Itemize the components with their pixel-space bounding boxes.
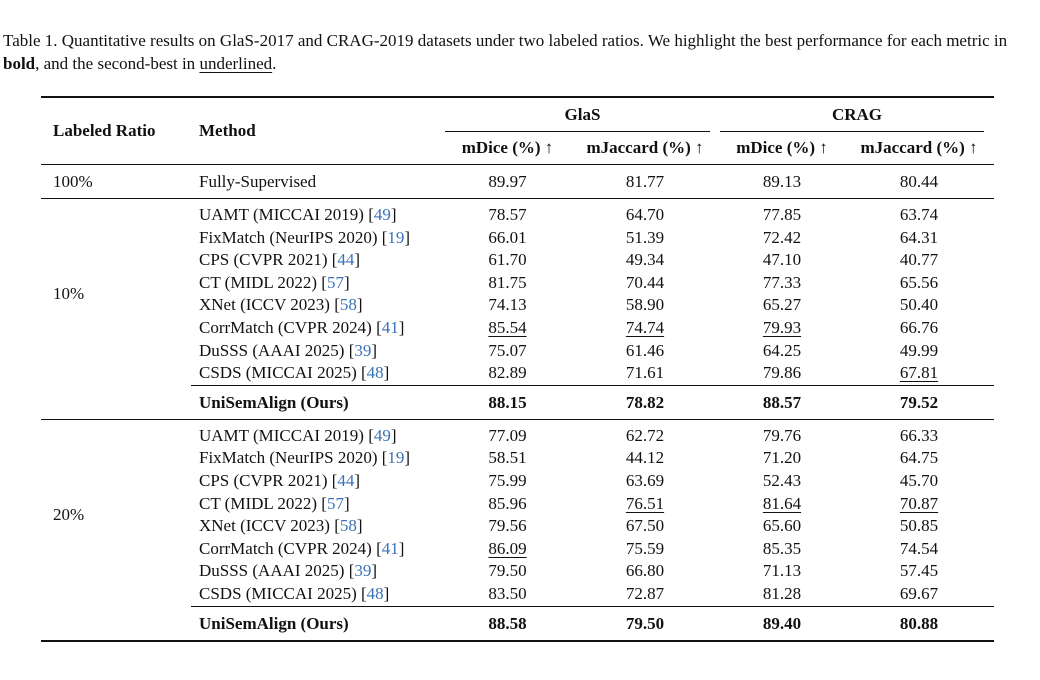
- value-text: 79.50: [488, 561, 527, 581]
- value-cell: [720, 419, 844, 447]
- value-text: 66.80: [625, 561, 665, 581]
- value-cell: [844, 419, 994, 447]
- value-cell: [570, 447, 720, 470]
- value-cell: [445, 447, 570, 470]
- best-value: 88.57: [720, 385, 844, 419]
- value-cell: [844, 340, 994, 363]
- method-cell: [191, 362, 445, 385]
- method-name: CPS (CVPR 2021) [: [199, 250, 338, 270]
- value-cell: [445, 340, 570, 363]
- header-group-glas-label: GlaS: [564, 105, 601, 124]
- second-best-value: 76.51: [625, 493, 665, 513]
- value-text: 63.69: [625, 470, 665, 490]
- citation-link[interactable]: 57: [326, 272, 344, 292]
- value-text: 50.85: [899, 516, 939, 536]
- value-text: 85.96: [488, 493, 527, 513]
- value-text: 47.10: [762, 250, 802, 270]
- value-cell: [720, 583, 844, 606]
- results-table-container: [41, 96, 994, 642]
- value-cell: [445, 272, 570, 295]
- value-text: 72.87: [625, 583, 665, 603]
- value-cell: [570, 583, 720, 606]
- second-best-value: 67.81: [899, 363, 939, 383]
- second-best-value: 74.74: [625, 317, 665, 337]
- method-cell: [191, 249, 445, 272]
- value-text: 77.09: [488, 425, 527, 445]
- value-cell: [570, 538, 720, 561]
- value-text: 81.75: [488, 272, 527, 292]
- value-cell: [720, 249, 844, 272]
- value-cell: [844, 470, 994, 493]
- value-text: 51.39: [625, 227, 665, 247]
- value-text: 62.72: [625, 425, 665, 445]
- value-cell: [844, 362, 994, 385]
- value-text: 66.01: [488, 227, 527, 247]
- value-text: 65.60: [762, 516, 802, 536]
- value-text: 65.27: [762, 295, 802, 315]
- second-best-value: 70.87: [899, 493, 939, 513]
- citation-link[interactable]: 58: [339, 295, 357, 315]
- citation-bracket: ]: [356, 295, 363, 315]
- value-cell: [720, 199, 844, 227]
- value-cell: [445, 294, 570, 317]
- citation-bracket: ]: [354, 470, 361, 490]
- value-cell: [844, 515, 994, 538]
- value-text: 58.90: [625, 295, 665, 315]
- best-value: 79.52: [844, 385, 994, 419]
- method-name: CT (MIDL 2022) [: [199, 272, 327, 292]
- value-cell: [445, 199, 570, 227]
- value-cell: [844, 493, 994, 516]
- value-text: 63.74: [899, 205, 939, 224]
- value-cell: [844, 294, 994, 317]
- method-name: CorrMatch (CVPR 2024) [: [199, 317, 382, 337]
- value-cell: [844, 272, 994, 295]
- value-cell: [720, 272, 844, 295]
- method-name: CSDS (MICCAI 2025) [: [199, 363, 367, 383]
- value-cell: [445, 470, 570, 493]
- value-text: 65.56: [899, 272, 939, 292]
- best-value: 79.50: [570, 606, 720, 641]
- table-caption: [3, 29, 1039, 75]
- method-name: XNet (ICCV 2023) [: [199, 295, 340, 315]
- value-text: 78.57: [488, 205, 527, 224]
- second-best-value: 86.09: [488, 538, 527, 558]
- value-text: 61.46: [625, 340, 665, 360]
- value-cell: [570, 317, 720, 340]
- second-best-value: 81.64: [762, 493, 802, 513]
- value-cell: 80.44: [844, 165, 994, 199]
- citation-link[interactable]: 44: [337, 470, 355, 490]
- value-cell: [570, 249, 720, 272]
- caption-text-1: Table 1. Quantitative results on GlaS-2017 and CRAG-2019 datasets under two labeled ratios. We highlight the best performance for each metric in: [3, 31, 1008, 50]
- value-text: 72.42: [762, 227, 802, 247]
- value-text: 66.33: [899, 425, 939, 445]
- table-row: [41, 419, 994, 447]
- value-cell: [570, 294, 720, 317]
- value-cell: [844, 199, 994, 227]
- value-cell: [720, 560, 844, 583]
- value-text: 70.44: [625, 272, 665, 292]
- value-text: 77.33: [762, 272, 802, 292]
- method-name: DuSSS (AAAI 2025) [: [199, 340, 355, 360]
- value-text: 79.86: [762, 363, 802, 383]
- value-text: 64.31: [899, 227, 939, 247]
- value-cell: [445, 249, 570, 272]
- value-text: 45.70: [899, 470, 939, 490]
- header-metric: mJaccard (%) ↑: [586, 138, 704, 157]
- value-text: 79.76: [762, 425, 802, 445]
- citation-link[interactable]: 19: [387, 448, 405, 468]
- method-cell: [191, 447, 445, 470]
- citation-bracket: ]: [404, 448, 411, 468]
- glas-group-rule: [445, 131, 710, 132]
- citation-link[interactable]: 57: [326, 493, 344, 513]
- value-cell: [570, 470, 720, 493]
- citation-bracket: ]: [404, 227, 411, 247]
- method-cell: Fully-Supervised: [191, 165, 445, 199]
- value-cell: [570, 493, 720, 516]
- method-name: UAMT (MICCAI 2019) [: [199, 425, 374, 445]
- value-cell: [570, 560, 720, 583]
- citation-bracket: ]: [398, 317, 405, 337]
- caption-text-2: , and the second-best in: [35, 54, 200, 73]
- table-row-fully-supervised: [41, 165, 994, 199]
- header-metric: mJaccard (%) ↑: [860, 138, 978, 157]
- value-cell: [445, 227, 570, 250]
- citation-link[interactable]: 39: [354, 340, 372, 360]
- value-cell: [570, 227, 720, 250]
- ratio-cell-empty: [41, 385, 191, 419]
- value-text: 49.99: [899, 340, 939, 360]
- value-text: 67.50: [625, 516, 665, 536]
- table-row-ours: [41, 385, 994, 419]
- value-cell: [445, 560, 570, 583]
- value-cell: [720, 538, 844, 561]
- method-name: CSDS (MICCAI 2025) [: [199, 583, 367, 603]
- method-cell: [191, 340, 445, 363]
- value-cell: [570, 419, 720, 447]
- method-name: FixMatch (NeurIPS 2020) [: [199, 448, 388, 468]
- citation-link[interactable]: 58: [339, 516, 357, 536]
- value-cell: [844, 560, 994, 583]
- value-cell: [844, 317, 994, 340]
- method-name: XNet (ICCV 2023) [: [199, 516, 340, 536]
- method-name: CorrMatch (CVPR 2024) [: [199, 538, 382, 558]
- method-cell: [191, 560, 445, 583]
- citation-link[interactable]: 39: [354, 561, 372, 581]
- caption-text-3: .: [272, 54, 277, 73]
- method-name: CT (MIDL 2022) [: [199, 493, 327, 513]
- value-text: 69.67: [899, 583, 939, 603]
- value-cell: 89.13: [720, 165, 844, 199]
- method-cell: [191, 493, 445, 516]
- method-name: DuSSS (AAAI 2025) [: [199, 561, 355, 581]
- value-cell: [445, 583, 570, 606]
- value-text: 83.50: [488, 583, 527, 603]
- value-cell: [720, 362, 844, 385]
- citation-link[interactable]: 41: [381, 317, 399, 337]
- header-group-crag: [720, 97, 994, 132]
- value-text: 64.75: [899, 448, 939, 468]
- citation-link[interactable]: 19: [387, 227, 405, 247]
- caption-underline-word: underlined: [199, 54, 273, 73]
- header-method: Method: [199, 121, 256, 140]
- method-cell: [191, 317, 445, 340]
- value-text: 81.28: [762, 583, 802, 603]
- ratio-cell-empty: [41, 606, 191, 641]
- citation-bracket: ]: [390, 205, 397, 224]
- citation-bracket: ]: [354, 250, 361, 270]
- method-name: CPS (CVPR 2021) [: [199, 470, 338, 490]
- ratio-cell: 20%: [41, 419, 191, 606]
- value-cell: [720, 317, 844, 340]
- citation-bracket: ]: [343, 272, 350, 292]
- header-metric: mDice (%) ↑: [736, 138, 828, 157]
- header-group-crag-label: CRAG: [831, 105, 883, 124]
- value-cell: [844, 227, 994, 250]
- value-text: 75.99: [488, 470, 527, 490]
- value-cell: [844, 583, 994, 606]
- method-cell: [191, 272, 445, 295]
- value-text: 49.34: [625, 250, 665, 270]
- value-cell: [570, 199, 720, 227]
- method-cell: [191, 294, 445, 317]
- header-row-groups: [41, 97, 994, 132]
- method-cell-ours: UniSemAlign (Ours): [191, 385, 445, 419]
- value-text: 71.61: [625, 363, 665, 383]
- citation-link[interactable]: 49: [373, 205, 391, 224]
- value-text: 77.85: [762, 205, 802, 224]
- value-cell: 89.97: [445, 165, 570, 199]
- citation-bracket: ]: [383, 363, 390, 383]
- best-value: 89.40: [720, 606, 844, 641]
- value-cell: [445, 515, 570, 538]
- method-name: FixMatch (NeurIPS 2020) [: [199, 227, 388, 247]
- value-text: 50.40: [899, 295, 939, 315]
- value-cell: [720, 340, 844, 363]
- value-text: 66.76: [899, 317, 939, 337]
- value-cell: [720, 294, 844, 317]
- value-text: 74.54: [899, 538, 939, 558]
- method-name: UAMT (MICCAI 2019) [: [199, 205, 374, 224]
- header-labeled-ratio: Labeled Ratio: [53, 121, 156, 140]
- value-cell: [570, 340, 720, 363]
- ratio-cell: 100%: [41, 165, 191, 199]
- citation-bracket: ]: [383, 583, 390, 603]
- header-group-glas: [445, 97, 720, 132]
- results-table: [41, 96, 994, 642]
- method-cell: [191, 199, 445, 227]
- value-cell: [844, 249, 994, 272]
- value-cell: 81.77: [570, 165, 720, 199]
- value-text: 75.07: [488, 340, 527, 360]
- method-cell: [191, 538, 445, 561]
- method-cell: [191, 515, 445, 538]
- value-text: 75.59: [625, 538, 665, 558]
- citation-bracket: ]: [343, 493, 350, 513]
- value-text: 64.70: [625, 205, 665, 224]
- value-cell: [720, 227, 844, 250]
- value-text: 79.56: [488, 516, 527, 536]
- results-table-body: [41, 165, 994, 641]
- value-cell: [445, 493, 570, 516]
- value-cell: [720, 515, 844, 538]
- value-cell: [844, 447, 994, 470]
- value-text: 52.43: [762, 470, 802, 490]
- value-cell: [445, 317, 570, 340]
- citation-link[interactable]: 48: [366, 363, 384, 383]
- citation-link[interactable]: 49: [373, 425, 391, 445]
- value-cell: [570, 272, 720, 295]
- value-text: 71.20: [762, 448, 802, 468]
- citation-bracket: ]: [371, 340, 378, 360]
- value-text: 58.51: [488, 448, 527, 468]
- caption-bold-word: bold: [3, 54, 36, 73]
- method-cell: [191, 583, 445, 606]
- method-cell: [191, 470, 445, 493]
- value-cell: [570, 515, 720, 538]
- value-cell: [720, 447, 844, 470]
- citation-bracket: ]: [398, 538, 405, 558]
- header-metric: mDice (%) ↑: [461, 138, 554, 157]
- second-best-value: 85.54: [488, 317, 527, 337]
- table-row: [41, 199, 994, 227]
- table-row-ours: [41, 606, 994, 641]
- second-best-value: 79.93: [762, 317, 802, 337]
- value-cell: [445, 538, 570, 561]
- crag-group-rule: [720, 131, 984, 132]
- citation-link[interactable]: 44: [337, 250, 355, 270]
- citation-link[interactable]: 48: [366, 583, 384, 603]
- citation-bracket: ]: [390, 425, 397, 445]
- value-text: 57.45: [899, 561, 939, 581]
- best-value: 78.82: [570, 385, 720, 419]
- citation-bracket: ]: [356, 516, 363, 536]
- citation-bracket: ]: [371, 561, 378, 581]
- value-cell: [570, 362, 720, 385]
- value-text: 44.12: [625, 448, 665, 468]
- value-text: 85.35: [762, 538, 802, 558]
- value-text: 61.70: [488, 250, 527, 270]
- ratio-cell: 10%: [41, 199, 191, 386]
- value-cell: [844, 538, 994, 561]
- best-value: 88.58: [445, 606, 570, 641]
- method-cell: [191, 227, 445, 250]
- value-cell: [720, 470, 844, 493]
- best-value: 88.15: [445, 385, 570, 419]
- value-text: 71.13: [762, 561, 802, 581]
- value-cell: [720, 493, 844, 516]
- method-cell: [191, 419, 445, 447]
- value-cell: [445, 362, 570, 385]
- value-cell: [445, 419, 570, 447]
- citation-link[interactable]: 41: [381, 538, 399, 558]
- value-text: 74.13: [488, 295, 527, 315]
- value-text: 40.77: [899, 250, 939, 270]
- best-value: 80.88: [844, 606, 994, 641]
- value-text: 82.89: [488, 363, 527, 383]
- method-cell-ours: UniSemAlign (Ours): [191, 606, 445, 641]
- value-text: 64.25: [762, 340, 802, 360]
